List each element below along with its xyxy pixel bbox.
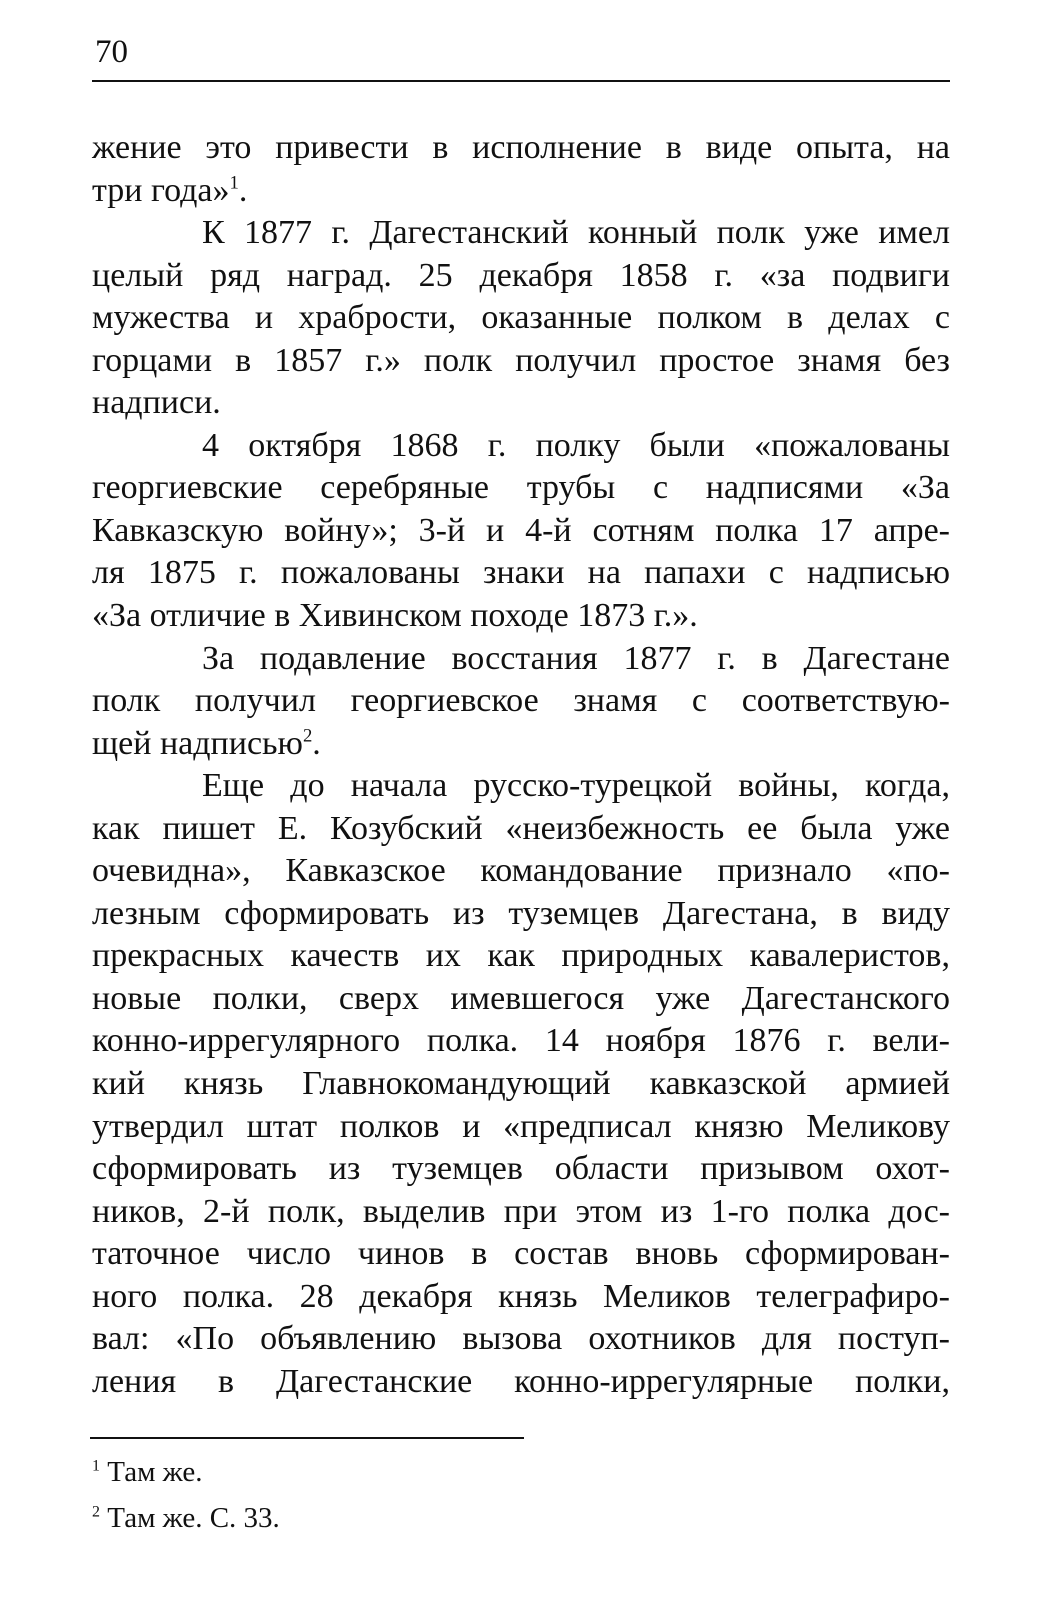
- text-segment: .: [312, 724, 321, 762]
- text-line: полк получил георгиевское знамя с соответствую-: [92, 682, 950, 720]
- text-segment: щей надписью: [92, 724, 303, 762]
- footnote-marker: 1: [92, 1457, 100, 1475]
- text-line: Еще до начала русско-турецкой войны, когда,: [202, 767, 950, 805]
- footnote: [92, 1495, 280, 1541]
- text-line: как пишет Е. Козубский «неизбежность ее была уже: [92, 809, 950, 847]
- text-line: кий князь Главнокомандующий кавказской армией: [92, 1065, 950, 1103]
- footnote-ref: 2: [302, 725, 313, 747]
- text-line: ного полка. 28 декабря князь Меликов телеграфиро-: [92, 1277, 950, 1315]
- footnote-rule: [90, 1437, 524, 1439]
- text-segment: три года»: [92, 171, 230, 209]
- text-line: утвердил штат полков и «предписал князю Меликову: [92, 1107, 950, 1145]
- text-line: Кавказскую войну»; 3-й и 4-й сотням полка 17 апре-: [92, 511, 950, 549]
- text-line: горцами в 1857 г.» полк получил простое знамя без: [92, 341, 950, 379]
- text-line: За подавление восстания 1877 г. в Дагестане: [202, 639, 950, 677]
- text-line: мужества и храбрости, оказанные полком в делах с: [92, 299, 950, 337]
- body-text: [92, 127, 950, 1403]
- text-line: 4 октября 1868 г. полку были «пожалованы: [202, 426, 950, 464]
- text-line: вал: «По объявлению вызова охотников для поступ-: [92, 1320, 950, 1358]
- footnote-text: Там же.: [107, 1456, 203, 1488]
- text-line: ля 1875 г. пожалованы знаки на папахи с надписью: [92, 554, 950, 592]
- text-line: ников, 2-й полк, выделив при этом из 1-го полка дос-: [92, 1192, 950, 1230]
- text-line: очевидна», Кавказское командование признало «по-: [92, 852, 950, 890]
- text-line: прекрасных качеств их как природных кавалеристов,: [92, 937, 950, 975]
- text-line: таточное число чинов в состав вновь сформирован-: [92, 1235, 950, 1273]
- text-line: ления в Дагестанские конно-иррегулярные полки,: [92, 1362, 950, 1400]
- footnote-text: Там же. С. 33.: [107, 1502, 280, 1534]
- text-line: сформировать из туземцев области призывом охот-: [92, 1150, 950, 1188]
- footnote-marker: 2: [92, 1503, 100, 1521]
- text-line: лезным сформировать из туземцев Дагестана, в виду: [92, 894, 950, 932]
- text-line: новые полки, сверх имевшегося уже Дагестанского: [92, 979, 950, 1017]
- header-rule: [92, 80, 950, 82]
- page-number: 70: [95, 34, 128, 70]
- text-line: конно-иррегулярного полка. 14 ноября 1876 г. вели-: [92, 1022, 950, 1060]
- text-line: «За отличие в Хивинском походе 1873 г.».: [92, 597, 698, 635]
- footnotes: [92, 1449, 280, 1541]
- text-line: [92, 170, 950, 213]
- footnote-ref: 1: [229, 172, 239, 194]
- text-line: георгиевские серебряные трубы с надписями «За: [92, 469, 950, 507]
- text-line: К 1877 г. Дагестанский конный полк уже имел: [202, 214, 950, 252]
- text-line: целый ряд наград. 25 декабря 1858 г. «за подвиги: [92, 256, 950, 294]
- footnote: [92, 1449, 280, 1495]
- text-line: жение это привести в исполнение в виде опыта, на: [92, 129, 950, 166]
- text-line: надписи.: [92, 384, 221, 422]
- text-line: [92, 723, 950, 766]
- text-segment: .: [238, 171, 248, 209]
